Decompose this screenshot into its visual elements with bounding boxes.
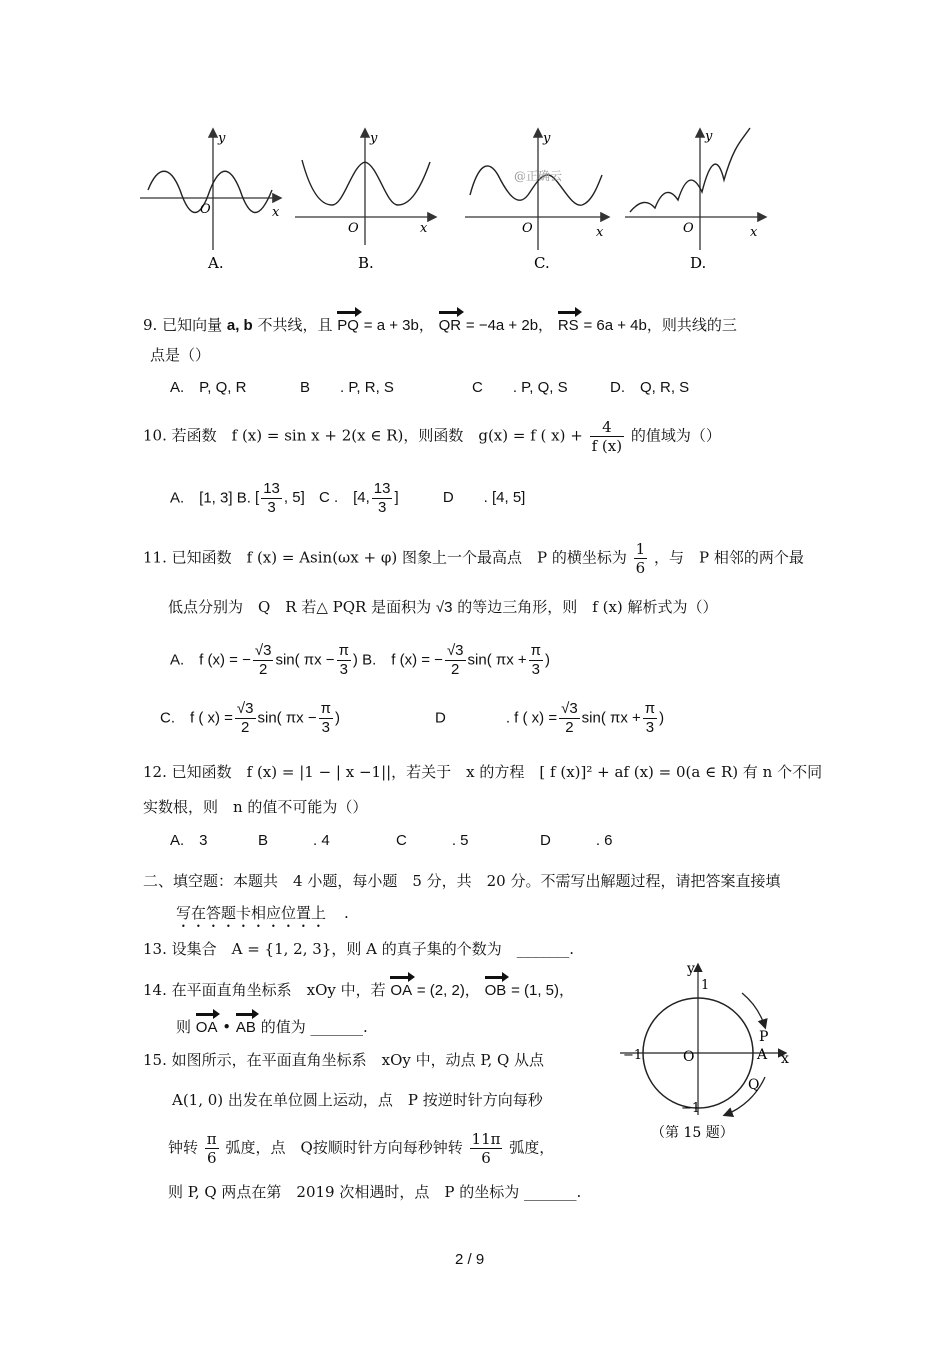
p-direction-arrow xyxy=(742,993,765,1027)
q9-qr-vector: QR xyxy=(439,310,462,336)
graph-a-origin: O xyxy=(200,202,211,217)
q10-option-c-frac xyxy=(372,480,393,517)
q11-option-b-num2: π xyxy=(530,642,541,659)
q11-option-b-frac1 xyxy=(445,642,466,679)
q12-option-d: D . 6 xyxy=(540,832,613,849)
q11-option-a-num1: √3 xyxy=(254,642,272,659)
graph-b-y-label: y xyxy=(370,131,378,146)
q11-stem-1: 11. 已知函数 f (x) = Asin(ωx + φ) 图象上一个最高点 P 的横坐标为 xyxy=(143,548,627,567)
q11-option-d-den2: 3 xyxy=(645,719,655,736)
q10-options xyxy=(170,480,525,517)
q11-option-b-num1: √3 xyxy=(446,642,464,659)
q10-option-c-num: 13 xyxy=(373,480,391,497)
q11-option-b-frac2 xyxy=(529,642,543,679)
q14-oa-vector: OA xyxy=(390,975,412,1001)
q10-option-b xyxy=(255,480,309,516)
graph-c-label: C. xyxy=(534,254,550,272)
graph-d-origin: O xyxy=(683,221,694,236)
q14-ob-eq: = (1, 5)， xyxy=(511,982,574,999)
q12-stem-line1: 12. 已知函数 f (x) = |1 − | x −1||，若关于 x 的方程 [ f (x)]² + af (x) = 0(a ∈ R) 有 n 个不同 xyxy=(143,763,823,781)
q9-pq-vector: PQ xyxy=(337,310,359,336)
q11-stem-line2 xyxy=(168,597,718,618)
q15-stem-line2: A(1, 0) 出发在单位圆上运动，点 P 按逆时针方向每秒 xyxy=(172,1091,543,1109)
q11-option-c-frac2 xyxy=(319,700,333,737)
q11-stem-3: 低点分别为 Q R 若△ PQR 是面积为 xyxy=(168,598,432,616)
q14-dot: • xyxy=(222,1018,232,1036)
q10-stem-2: 的值域为（） xyxy=(630,426,721,445)
q10-option-b-post: , 5] xyxy=(283,489,305,507)
q12-option-b: B . 4 xyxy=(258,832,330,849)
graph-a-y-label: y xyxy=(218,131,226,146)
q10-option-c-pre: C . [4, xyxy=(318,489,370,507)
q11-option-d-num2: π xyxy=(644,700,656,717)
q12-option-c: C . 5 xyxy=(396,832,469,849)
q11-option-c-den2: 3 xyxy=(321,719,330,736)
section2-heading: 二、填空题：本题共 4 小题，每小题 5 分，共 20 分。不需写出解题过程，请把答案直接填 xyxy=(143,872,781,890)
q15-frac2 xyxy=(470,1130,503,1167)
fig-y-label: y xyxy=(687,961,695,977)
q11-option-d-frac1 xyxy=(559,700,580,737)
q10-option-b-den: 3 xyxy=(267,499,276,516)
q10-option-c-den: 3 xyxy=(377,499,387,516)
q11-option-c-pre: C. f ( x) = xyxy=(160,709,233,727)
q14-stem-line1 xyxy=(143,975,574,1001)
graph-c-origin: O xyxy=(522,221,533,236)
q15-frac2-den: 6 xyxy=(481,1149,491,1167)
graph-b-origin: O xyxy=(348,221,359,236)
graph-d-y-label: y xyxy=(705,129,713,144)
graph-d-label: D. xyxy=(690,254,707,272)
q10-option-b-frac xyxy=(261,480,282,517)
q11-option-d-num1: √3 xyxy=(561,700,578,717)
q11-option-d-post: sin( πx + xyxy=(581,709,641,727)
q9-qr-eq: = −4a + 2b， xyxy=(465,317,554,334)
q15-stem-line4: 则 P, Q 两点在第 2019 次相遇时，点 P 的坐标为 _______. xyxy=(168,1183,582,1201)
q12-stem-line2: 实数根，则 n 的值不可能为（） xyxy=(143,798,368,816)
q11-option-a-den1: 2 xyxy=(258,661,268,678)
q11-option-d-end: ) xyxy=(659,709,665,727)
q11-option-d-pre: D . f ( x) = xyxy=(435,709,558,727)
answer-graphs xyxy=(130,120,780,280)
q11-option-b-end: ) xyxy=(545,651,550,669)
q15-frac1-den: 6 xyxy=(206,1149,217,1167)
q10-option-b-num: 13 xyxy=(263,480,280,497)
watermark: @正确云 xyxy=(514,169,563,183)
q11-option-a-pre: A. f (x) = − xyxy=(170,651,251,669)
fig-origin: O xyxy=(683,1049,695,1065)
q14-stem-3: 的值为 _______. xyxy=(260,1018,368,1036)
q14-ob-vector: OB xyxy=(485,975,507,1001)
q14-stem-2: 则 xyxy=(176,1018,192,1036)
q11-option-a-frac2 xyxy=(337,642,351,679)
q14-stem-line2 xyxy=(176,1012,368,1038)
q11-option-d-frac2 xyxy=(643,700,657,737)
q10-option-b-pre: [ xyxy=(255,489,260,507)
q11-stem-4: 的等边三角形，则 f (x) 解析式为（） xyxy=(457,598,718,616)
q10-option-c-post: ] xyxy=(394,489,399,507)
fig-caption: （第 15 题） xyxy=(651,1125,734,1141)
q10-fraction xyxy=(590,418,624,455)
fig-point-q: Q xyxy=(748,1077,760,1093)
q15-frac1-num: π xyxy=(206,1130,217,1148)
q9-stem-1: 9. 已知向量 xyxy=(143,316,223,334)
q10-frac-den: f (x) xyxy=(591,437,623,455)
q10-stem xyxy=(143,418,721,455)
q11-option-c-end: ) xyxy=(334,709,340,727)
q11-option-d xyxy=(435,700,664,737)
q11-options-ab xyxy=(170,642,550,679)
q11-option-b-den1: 2 xyxy=(451,661,460,678)
q11-option-b-den2: 3 xyxy=(531,661,540,678)
q9-pq-eq: = a + 3b， xyxy=(363,317,434,334)
graph-c xyxy=(465,130,608,272)
q9-ab: a, b xyxy=(226,317,253,334)
section2-period: . xyxy=(344,904,349,922)
q11-option-a-post: sin( πx − xyxy=(275,651,335,669)
q10-option-c xyxy=(318,480,403,516)
q11-stem-line1 xyxy=(143,540,804,577)
q9-option-b: B . P, R, S xyxy=(300,379,394,396)
q9-rs-eq: = 6a + 4b，则共线的三 xyxy=(583,317,737,334)
q10-frac-num: 4 xyxy=(590,418,624,437)
q11-option-a-num2: π xyxy=(338,642,349,659)
q11-option-c-num1: √3 xyxy=(236,700,254,717)
q11-option-c-post: sin( πx − xyxy=(257,709,317,727)
q11-option-c-num2: π xyxy=(320,700,331,717)
section2-emphasis: 写在答题卡相应位置上 xyxy=(176,904,327,922)
fig-point-p: P xyxy=(759,1029,769,1045)
q11-option-c xyxy=(160,700,340,737)
q14-stem-1: 14. 在平面直角坐标系 xOy 中，若 xyxy=(143,981,386,999)
q9-rs-vector: RS xyxy=(558,310,579,336)
q11-option-a-end: ) B. f (x) = − xyxy=(352,651,443,669)
q11-frac-num: 1 xyxy=(635,540,646,558)
q15-stem-3b: 弧度，点 Q按顺时针方向每秒钟转 xyxy=(225,1138,463,1157)
graph-a-label: A. xyxy=(208,254,224,272)
q11-option-a-frac1 xyxy=(253,642,274,679)
graph-c-y-label: y xyxy=(543,131,551,146)
page-number: 2 / 9 xyxy=(455,1251,485,1268)
fig-neg-one-bottom: −1 xyxy=(681,1101,701,1116)
q9-option-a: A. P, Q, R xyxy=(170,379,247,396)
q15-stem-line3 xyxy=(168,1130,554,1167)
graph-a-x-label: x xyxy=(272,205,280,220)
section2-line2 xyxy=(176,903,349,931)
q11-option-d-den1: 2 xyxy=(565,719,574,736)
q10-option-a: A. [1, 3] B. xyxy=(170,489,251,507)
graph-b-x-label: x xyxy=(420,221,428,236)
q14-oa-eq: = (2, 2)， xyxy=(416,982,480,999)
q13-stem: 13. 设集合 A = {1, 2, 3}，则 A 的真子集的个数为 _______. xyxy=(143,940,574,958)
q15-unit-circle-figure xyxy=(615,955,800,1145)
q11-sqrt3: √3 xyxy=(435,599,453,616)
q15-stem-3a: 钟转 xyxy=(168,1138,199,1157)
fig-point-a: A xyxy=(757,1047,768,1063)
q15-stem-line1: 15. 如图所示，在平面直角坐标系 xOy 中，动点 P, Q 从点 xyxy=(143,1051,545,1069)
q9-stem-2: 不共线，且 xyxy=(257,316,333,334)
q9-stem-line1 xyxy=(143,310,737,336)
q15-frac1 xyxy=(205,1130,219,1167)
q9-option-d: D. Q, R, S xyxy=(610,379,690,396)
graph-c-x-label: x xyxy=(596,225,604,240)
graph-d-x-label: x xyxy=(750,225,758,240)
graph-b xyxy=(295,130,435,272)
q11-option-a-den2: 3 xyxy=(339,661,348,678)
q11-frac-den: 6 xyxy=(635,559,646,577)
q14-oa-vector-2: OA xyxy=(196,1012,218,1038)
graph-a xyxy=(140,130,280,272)
q12-option-a: A. 3 xyxy=(170,832,208,849)
q11-stem-2: ，与 P 相邻的两个最 xyxy=(653,548,804,567)
graph-d xyxy=(625,128,765,272)
q15-stem-3c: 弧度， xyxy=(509,1138,555,1157)
fig-one-top: 1 xyxy=(701,978,710,993)
q9-stem-line2: 点是（） xyxy=(150,346,211,364)
q11-option-b-post: sin( πx + xyxy=(467,651,527,669)
q14-ab-vector: AB xyxy=(236,1012,256,1038)
q11-option-c-den1: 2 xyxy=(241,719,250,736)
q10-option-d: D . [4, 5] xyxy=(442,489,526,507)
graph-b-label: B. xyxy=(358,254,374,272)
fig-x-label: x xyxy=(781,1051,789,1067)
q10-stem-1: 10. 若函数 f (x) = sin x + 2(x ∈ R)，则函数 g(x) = f ( x) + xyxy=(143,426,583,445)
q11-fraction xyxy=(634,540,648,577)
fig-neg-one-left: −1 xyxy=(623,1048,643,1063)
q11-option-c-frac1 xyxy=(235,700,256,737)
q15-frac2-num: 11π xyxy=(471,1130,501,1148)
q9-option-c: C . P, Q, S xyxy=(472,379,568,396)
